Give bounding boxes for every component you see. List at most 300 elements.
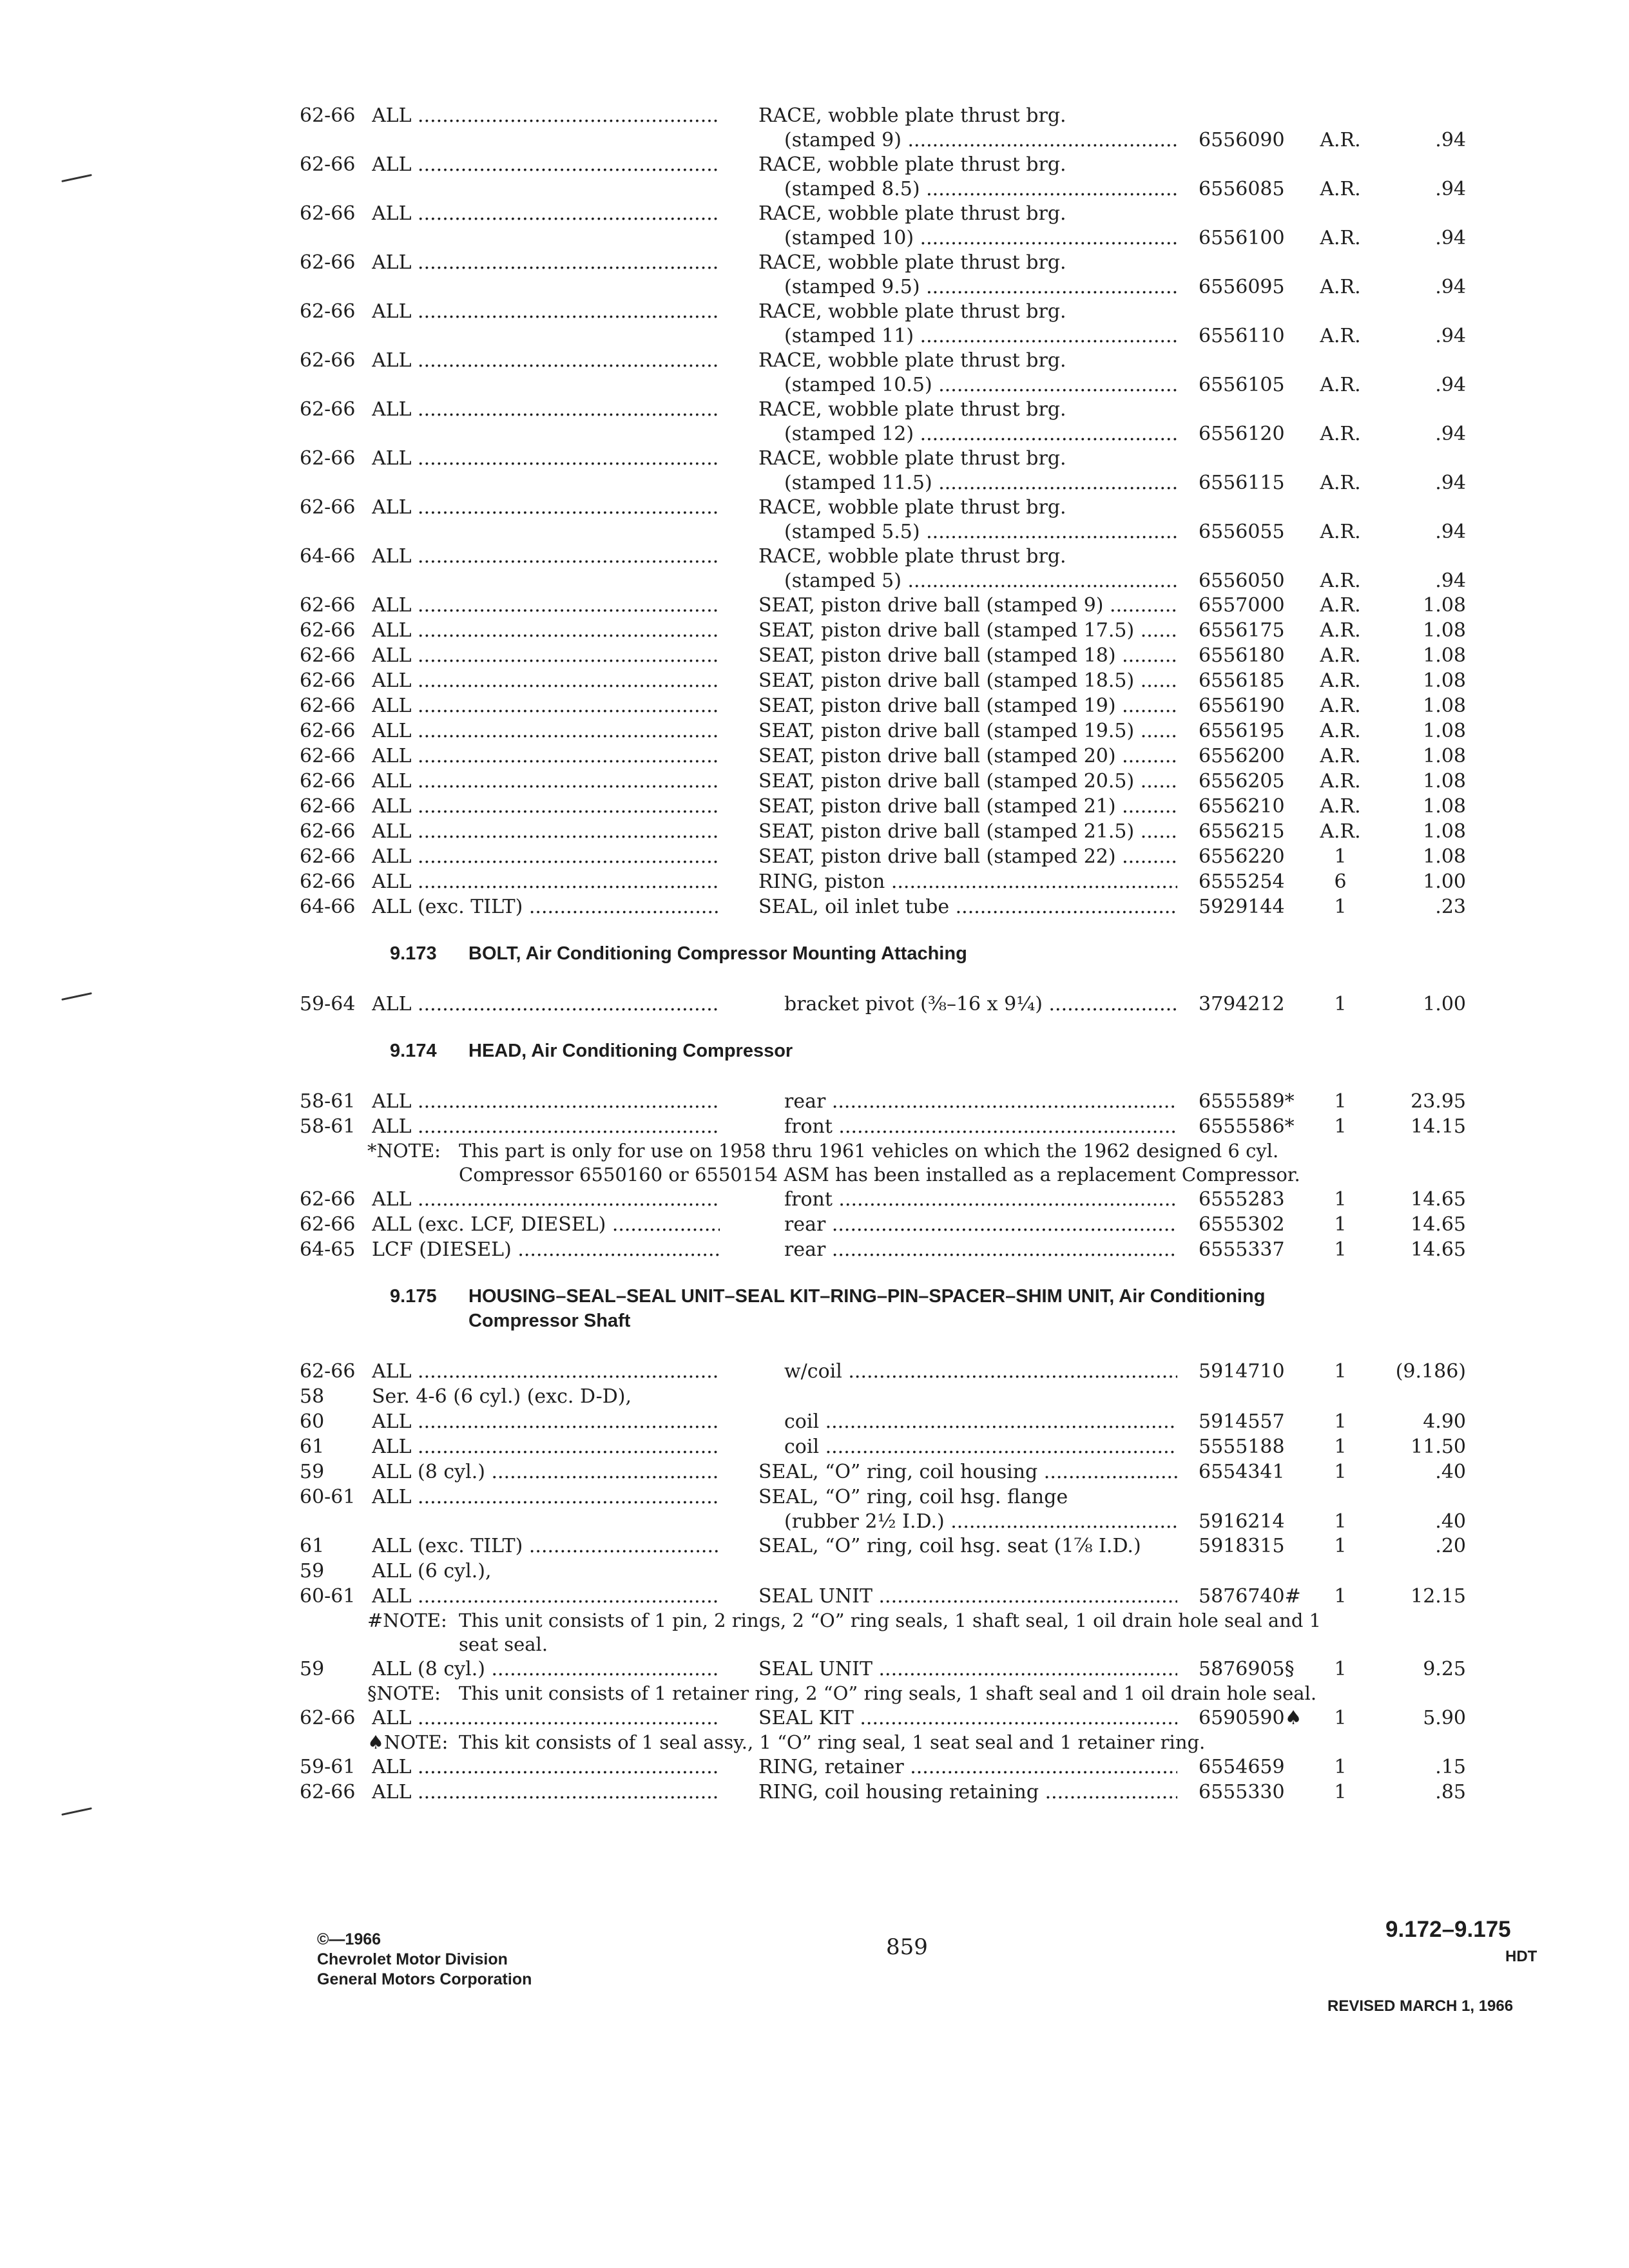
footnote-label: *NOTE: [367, 1140, 441, 1162]
quantity: 1 [1334, 1658, 1347, 1680]
part-number: 6556050 [1199, 570, 1285, 592]
quantity: A.R. [1320, 472, 1361, 494]
part-row [300, 201, 1537, 250]
model-years: 62-66 [300, 104, 356, 127]
part-description: RACE, wobble plate thrust brg. [758, 447, 1066, 470]
quantity: 1 [1334, 1213, 1347, 1236]
quantity: 1 [1334, 1188, 1347, 1211]
part-row [300, 495, 1537, 544]
footnote-label: ♠NOTE: [367, 1731, 448, 1753]
part-row [300, 894, 1537, 919]
part-number: 6555254 [1199, 870, 1285, 893]
quantity: 1 [1334, 1461, 1347, 1483]
part-number: 6555302 [1199, 1213, 1285, 1236]
part-description: coil ..... [784, 1434, 1177, 1459]
section-title: HOUSING–SEAL–SEAL UNIT–SEAL KIT–RING–PIN–SPACER–SHIM UNIT, Air Conditioning Compressor Shaft [468, 1286, 1266, 1331]
part-description: SEAT, piston drive ball (stamped 18.5) ..... [758, 668, 1177, 693]
footnote [300, 1609, 1334, 1657]
part-description: rear ..... [784, 1089, 1177, 1114]
price: .94 [1435, 178, 1466, 200]
model-years: 60-61 [300, 1585, 356, 1608]
price: .20 [1435, 1535, 1466, 1557]
footnote-text: This unit consists of 1 pin, 2 rings, 2 “O” ring seals, 1 shaft seal, 1 oil drain hole seal and 1 seat seal. [459, 1610, 1322, 1655]
quantity: A.R. [1320, 745, 1361, 767]
application: ALL ..... [372, 544, 720, 569]
model-years: 58-61 [300, 1090, 356, 1113]
part-description: RACE, wobble plate thrust brg. [758, 202, 1066, 225]
part-row [300, 397, 1537, 446]
part-row [300, 618, 1537, 643]
quantity: 1 [1334, 1585, 1347, 1608]
model-years: 62-66 [300, 496, 356, 519]
section-title: HEAD, Air Conditioning Compressor [468, 1041, 793, 1061]
application: ALL ..... [372, 1780, 720, 1805]
part-row [300, 446, 1537, 495]
footnote-label: §NOTE: [367, 1682, 441, 1704]
application: ALL ..... [372, 1485, 720, 1510]
quantity: A.R. [1320, 594, 1361, 617]
model-years: 61 [300, 1535, 325, 1557]
part-row-continuation [300, 421, 1537, 447]
part-row [300, 844, 1537, 869]
part-number: 6556175 [1199, 619, 1285, 642]
quantity: 1 [1334, 1115, 1347, 1138]
model-years: 62-66 [300, 720, 356, 742]
quantity: A.R. [1320, 178, 1361, 200]
part-row-continuation [300, 274, 1537, 300]
price: .85 [1435, 1781, 1466, 1803]
part-number: 5918315 [1199, 1535, 1285, 1557]
quantity: 6 [1334, 870, 1347, 893]
part-row [300, 1089, 1537, 1114]
part-row [300, 1434, 1537, 1459]
part-row [300, 1212, 1537, 1237]
part-number: 6556105 [1199, 374, 1285, 396]
part-description: RACE, wobble plate thrust brg. [758, 398, 1066, 421]
part-number: 6556055 [1199, 521, 1285, 543]
part-description-cont: (stamped 12) ..... [784, 421, 1177, 447]
price: 14.15 [1411, 1115, 1466, 1138]
application: ALL ..... [372, 1359, 720, 1384]
price: 1.08 [1423, 795, 1466, 818]
application: ALL (6 cyl.), [372, 1560, 492, 1582]
revised-date: REVISED MARCH 1, 1966 [1327, 1997, 1514, 2015]
model-years: 62-66 [300, 594, 356, 617]
price: 1.08 [1423, 745, 1466, 767]
application: Ser. 4-6 (6 cyl.) (exc. D-D), [372, 1385, 632, 1408]
model-years: 62-66 [300, 447, 356, 470]
part-number: 6590590♠ [1199, 1707, 1302, 1729]
part-number: 5876740# [1199, 1585, 1301, 1608]
price: 14.65 [1411, 1188, 1466, 1211]
section-title: BOLT, Air Conditioning Compressor Mounting Attaching [468, 943, 967, 964]
application: ALL ..... [372, 769, 720, 794]
application: ALL ..... [372, 794, 720, 819]
part-number: 5914557 [1199, 1410, 1285, 1433]
model-years: 62-66 [300, 845, 356, 868]
application: ALL ..... [372, 397, 720, 422]
part-row-continuation [300, 568, 1537, 593]
quantity: 1 [1334, 845, 1347, 868]
quantity: A.R. [1320, 695, 1361, 717]
part-description-cont: (stamped 11.5) ..... [784, 470, 1177, 495]
price: .23 [1435, 896, 1466, 918]
application: ALL ..... [372, 103, 720, 128]
quantity: 1 [1334, 1510, 1347, 1533]
part-description-cont: (stamped 5) ..... [784, 568, 1177, 593]
model-years: 61 [300, 1436, 325, 1458]
part-row [300, 250, 1537, 299]
part-description: RACE, wobble plate thrust brg. [758, 300, 1066, 323]
part-row [300, 744, 1537, 769]
part-row [300, 869, 1537, 894]
part-number: 5555188 [1199, 1436, 1285, 1458]
part-description: coil ..... [784, 1409, 1177, 1434]
part-row [300, 348, 1537, 397]
model-years: 62-66 [300, 695, 356, 717]
part-number: 6555586* [1199, 1115, 1295, 1138]
price: .94 [1435, 374, 1466, 396]
part-number: 6556220 [1199, 845, 1285, 868]
price: 14.65 [1411, 1213, 1466, 1236]
part-row-continuation [300, 470, 1537, 495]
part-row [300, 152, 1537, 201]
price: .94 [1435, 325, 1466, 347]
part-description: SEAL UNIT ..... [758, 1584, 1177, 1609]
part-description: RING, retainer ..... [758, 1754, 1177, 1780]
part-row [300, 1409, 1537, 1434]
section-range: 9.172–9.175 [1385, 1917, 1511, 1942]
model-years: 62-66 [300, 795, 356, 818]
footnote [300, 1731, 1334, 1754]
application: ALL ..... [372, 869, 720, 894]
model-years: 62-66 [300, 153, 356, 176]
footnote-text: This part is only for use on 1958 thru 1961 vehicles on which the 1962 designed 6 cyl. Compressor 6550160 or 6550154 ASM has been installed as a replacement Compressor. [459, 1140, 1300, 1186]
part-row-continuation [300, 519, 1537, 544]
part-row [300, 769, 1537, 794]
part-description: RACE, wobble plate thrust brg. [758, 496, 1066, 519]
footer-company: Chevrolet Motor Division [317, 1950, 508, 1968]
part-number: 6556200 [1199, 745, 1285, 767]
part-number: 6555283 [1199, 1188, 1285, 1211]
price: 12.15 [1411, 1585, 1466, 1608]
part-description: SEAT, piston drive ball (stamped 20.5) ..... [758, 769, 1177, 794]
model-years: 62-66 [300, 745, 356, 767]
price: .40 [1435, 1510, 1466, 1533]
application: ALL ..... [372, 495, 720, 520]
price: 1.08 [1423, 820, 1466, 843]
model-years: 62-66 [300, 1188, 356, 1211]
model-years: 60 [300, 1410, 325, 1433]
part-description-cont: (stamped 8.5) ..... [784, 177, 1177, 202]
page-number: 859 [886, 1934, 928, 1960]
part-row-continuation [300, 1509, 1537, 1534]
quantity: A.R. [1320, 276, 1361, 298]
part-row [300, 1754, 1537, 1780]
application: ALL ..... [372, 618, 720, 643]
application: ALL ..... [372, 693, 720, 718]
part-description-cont: (stamped 9) ..... [784, 128, 1177, 153]
part-number: 5929144 [1199, 896, 1285, 918]
model-years: 59 [300, 1461, 325, 1483]
model-years: 62-66 [300, 1781, 356, 1803]
binder-mark [61, 174, 92, 182]
part-description: RACE, wobble plate thrust brg. [758, 153, 1066, 176]
price: .94 [1435, 276, 1466, 298]
quantity: 1 [1334, 896, 1347, 918]
price: 1.08 [1423, 845, 1466, 868]
part-row [300, 668, 1537, 693]
part-number: 6554659 [1199, 1756, 1285, 1778]
section-heading [300, 1039, 1537, 1063]
part-description: SEAT, piston drive ball (stamped 22) ..... [758, 844, 1177, 869]
model-years: 62-66 [300, 251, 356, 274]
model-years: 62-66 [300, 349, 356, 372]
price: (9.186) [1395, 1360, 1466, 1383]
part-row [300, 992, 1537, 1017]
part-description: SEAT, piston drive ball (stamped 21) ..... [758, 794, 1177, 819]
quantity: A.R. [1320, 325, 1361, 347]
footnote [300, 1139, 1334, 1187]
section-number: 9.175 [390, 1286, 437, 1307]
part-row [300, 1384, 1537, 1409]
footer-corporation: General Motors Corporation [317, 1970, 532, 1988]
application: ALL ..... [372, 1584, 720, 1609]
price: 14.65 [1411, 1238, 1466, 1261]
quantity: 1 [1334, 1090, 1347, 1113]
application: ALL ..... [372, 152, 720, 177]
part-description-cont: (stamped 10) ..... [784, 226, 1177, 251]
application: ALL ..... [372, 643, 720, 668]
model-years: 59 [300, 1658, 325, 1680]
part-row-continuation [300, 226, 1537, 251]
binder-mark [61, 1807, 92, 1816]
footnote-label: #NOTE: [367, 1610, 447, 1631]
part-description: SEAL, oil inlet tube ..... [758, 894, 1177, 919]
part-description: RACE, wobble plate thrust brg. [758, 104, 1066, 127]
part-number: 6557000 [1199, 594, 1285, 617]
model-years: 58 [300, 1385, 325, 1408]
quantity: A.R. [1320, 795, 1361, 818]
application: ALL ..... [372, 201, 720, 226]
part-description-cont: (stamped 5.5) ..... [784, 519, 1177, 544]
quantity: A.R. [1320, 374, 1361, 396]
part-description: RACE, wobble plate thrust brg. [758, 349, 1066, 372]
model-years: 62-66 [300, 770, 356, 793]
part-description: front ..... [784, 1114, 1177, 1139]
part-description: RACE, wobble plate thrust brg. [758, 545, 1066, 568]
part-description: RING, coil housing retaining ..... [758, 1780, 1177, 1805]
part-row [300, 643, 1537, 668]
part-number: 3794212 [1199, 993, 1285, 1015]
part-description: SEAT, piston drive ball (stamped 21.5) ..... [758, 819, 1177, 844]
part-number: 6555330 [1199, 1781, 1285, 1803]
quantity: 1 [1334, 1535, 1347, 1557]
application: ALL ..... [372, 348, 720, 373]
part-description: front ..... [784, 1187, 1177, 1212]
price: 9.25 [1423, 1658, 1466, 1680]
price: 1.08 [1423, 594, 1466, 617]
part-description: SEAT, piston drive ball (stamped 9) ..... [758, 593, 1177, 618]
model-years: 62-66 [300, 398, 356, 421]
part-number: 6555589* [1199, 1090, 1295, 1113]
quantity: A.R. [1320, 521, 1361, 543]
part-description-cont: (stamped 9.5) ..... [784, 274, 1177, 300]
application: ALL ..... [372, 718, 720, 744]
part-description: SEAT, piston drive ball (stamped 19) ..... [758, 693, 1177, 718]
part-description: SEAL, “O” ring, coil hsg. flange [758, 1486, 1068, 1508]
section-code: HDT [1505, 1948, 1537, 1965]
price: 1.08 [1423, 619, 1466, 642]
part-number: 5916214 [1199, 1510, 1285, 1533]
part-row [300, 1359, 1537, 1384]
quantity: 1 [1334, 1707, 1347, 1729]
model-years: 62-66 [300, 300, 356, 323]
part-description: RING, piston ..... [758, 869, 1177, 894]
part-description: w/coil ..... [784, 1359, 1177, 1384]
part-number: 6555337 [1199, 1238, 1285, 1261]
part-row [300, 1237, 1537, 1262]
section-heading [300, 941, 1537, 966]
price: 1.08 [1423, 720, 1466, 742]
footnote-text: This unit consists of 1 retainer ring, 2 “O” ring seals, 1 shaft seal and 1 oil drain hole seal. [459, 1682, 1317, 1704]
model-years: 62-66 [300, 820, 356, 843]
part-row [300, 593, 1537, 618]
price: 23.95 [1411, 1090, 1466, 1113]
application: ALL ..... [372, 744, 720, 769]
model-years: 58-61 [300, 1115, 356, 1138]
application: ALL ..... [372, 1187, 720, 1212]
model-years: 59 [300, 1560, 325, 1582]
part-row [300, 1459, 1537, 1485]
part-number: 6556190 [1199, 695, 1285, 717]
price: .94 [1435, 570, 1466, 592]
model-years: 62-66 [300, 202, 356, 225]
price: .94 [1435, 129, 1466, 151]
quantity: 1 [1334, 993, 1347, 1015]
part-row [300, 1485, 1537, 1533]
part-row [300, 299, 1537, 348]
quantity: 1 [1334, 1360, 1347, 1383]
application: ALL ..... [372, 844, 720, 869]
part-row [300, 1706, 1537, 1731]
part-row [300, 1559, 1537, 1584]
part-row [300, 1780, 1537, 1805]
price: 1.00 [1423, 870, 1466, 893]
quantity: 1 [1334, 1781, 1347, 1803]
part-number: 5914710 [1199, 1360, 1285, 1383]
application: ALL ..... [372, 250, 720, 275]
application: ALL ..... [372, 1754, 720, 1780]
quantity: 1 [1334, 1756, 1347, 1778]
price: 1.08 [1423, 695, 1466, 717]
footnote [300, 1682, 1334, 1706]
part-description: SEAT, piston drive ball (stamped 19.5) ..... [758, 718, 1177, 744]
application: ALL (8 cyl.) ..... [372, 1657, 720, 1682]
model-years: 62-66 [300, 669, 356, 692]
footnote-text: This kit consists of 1 seal assy., 1 “O” ring seal, 1 seat seal and 1 retainer ring. [459, 1731, 1206, 1753]
quantity: A.R. [1320, 570, 1361, 592]
part-description: SEAT, piston drive ball (stamped 18) ..... [758, 643, 1177, 668]
part-number: 6554341 [1199, 1461, 1285, 1483]
application: ALL ..... [372, 1434, 720, 1459]
price: .40 [1435, 1461, 1466, 1483]
parts-list [300, 103, 1537, 1805]
application: ALL ..... [372, 668, 720, 693]
footer-publisher [317, 1930, 532, 1990]
quantity: 1 [1334, 1410, 1347, 1433]
part-description: SEAL, “O” ring, coil housing ..... [758, 1459, 1177, 1485]
model-years: 62-66 [300, 644, 356, 667]
quantity: 1 [1334, 1436, 1347, 1458]
part-number: 5876905§ [1199, 1658, 1295, 1680]
application: ALL (exc. TILT) ..... [372, 1533, 720, 1559]
part-number: 6556205 [1199, 770, 1285, 793]
price: .94 [1435, 423, 1466, 445]
part-number: 6556100 [1199, 227, 1285, 249]
part-row-continuation [300, 372, 1537, 398]
part-row [300, 718, 1537, 744]
part-row [300, 1584, 1537, 1609]
quantity: A.R. [1320, 644, 1361, 667]
application: ALL ..... [372, 1089, 720, 1114]
part-description: rear ..... [784, 1212, 1177, 1237]
model-years: 60-61 [300, 1486, 356, 1508]
application: ALL ..... [372, 1706, 720, 1731]
part-number: 6556090 [1199, 129, 1285, 151]
price: 11.50 [1411, 1436, 1466, 1458]
part-row [300, 1114, 1537, 1139]
model-years: 62-66 [300, 619, 356, 642]
model-years: 64-66 [300, 545, 356, 568]
application: ALL ..... [372, 992, 720, 1017]
part-number: 6556110 [1199, 325, 1285, 347]
part-row [300, 794, 1537, 819]
part-row [300, 1187, 1537, 1212]
price: 1.08 [1423, 644, 1466, 667]
part-description: rear ..... [784, 1237, 1177, 1262]
quantity: A.R. [1320, 129, 1361, 151]
model-years: 62-66 [300, 1213, 356, 1236]
part-number: 6556180 [1199, 644, 1285, 667]
part-row [300, 693, 1537, 718]
part-row [300, 103, 1537, 152]
part-row [300, 819, 1537, 844]
application: ALL (exc. LCF, DIESEL) ..... [372, 1212, 720, 1237]
model-years: 62-66 [300, 870, 356, 893]
quantity: A.R. [1320, 720, 1361, 742]
model-years: 59-64 [300, 993, 356, 1015]
part-number: 6556120 [1199, 423, 1285, 445]
application: ALL ..... [372, 299, 720, 324]
part-row-continuation [300, 128, 1537, 153]
price: 1.00 [1423, 993, 1466, 1015]
section-number: 9.174 [390, 1041, 437, 1061]
application: ALL ..... [372, 593, 720, 618]
price: 1.08 [1423, 770, 1466, 793]
part-number: 6556195 [1199, 720, 1285, 742]
quantity: A.R. [1320, 820, 1361, 843]
part-row-continuation [300, 323, 1537, 349]
part-row [300, 1533, 1537, 1559]
part-description-cont: (stamped 11) ..... [784, 323, 1177, 349]
part-description: SEAL UNIT ..... [758, 1657, 1177, 1682]
section-number: 9.173 [390, 943, 437, 964]
application: ALL ..... [372, 446, 720, 471]
application: ALL ..... [372, 1409, 720, 1434]
footer-copyright: ©—1966 [317, 1930, 381, 1948]
application: LCF (DIESEL) ..... [372, 1237, 720, 1262]
